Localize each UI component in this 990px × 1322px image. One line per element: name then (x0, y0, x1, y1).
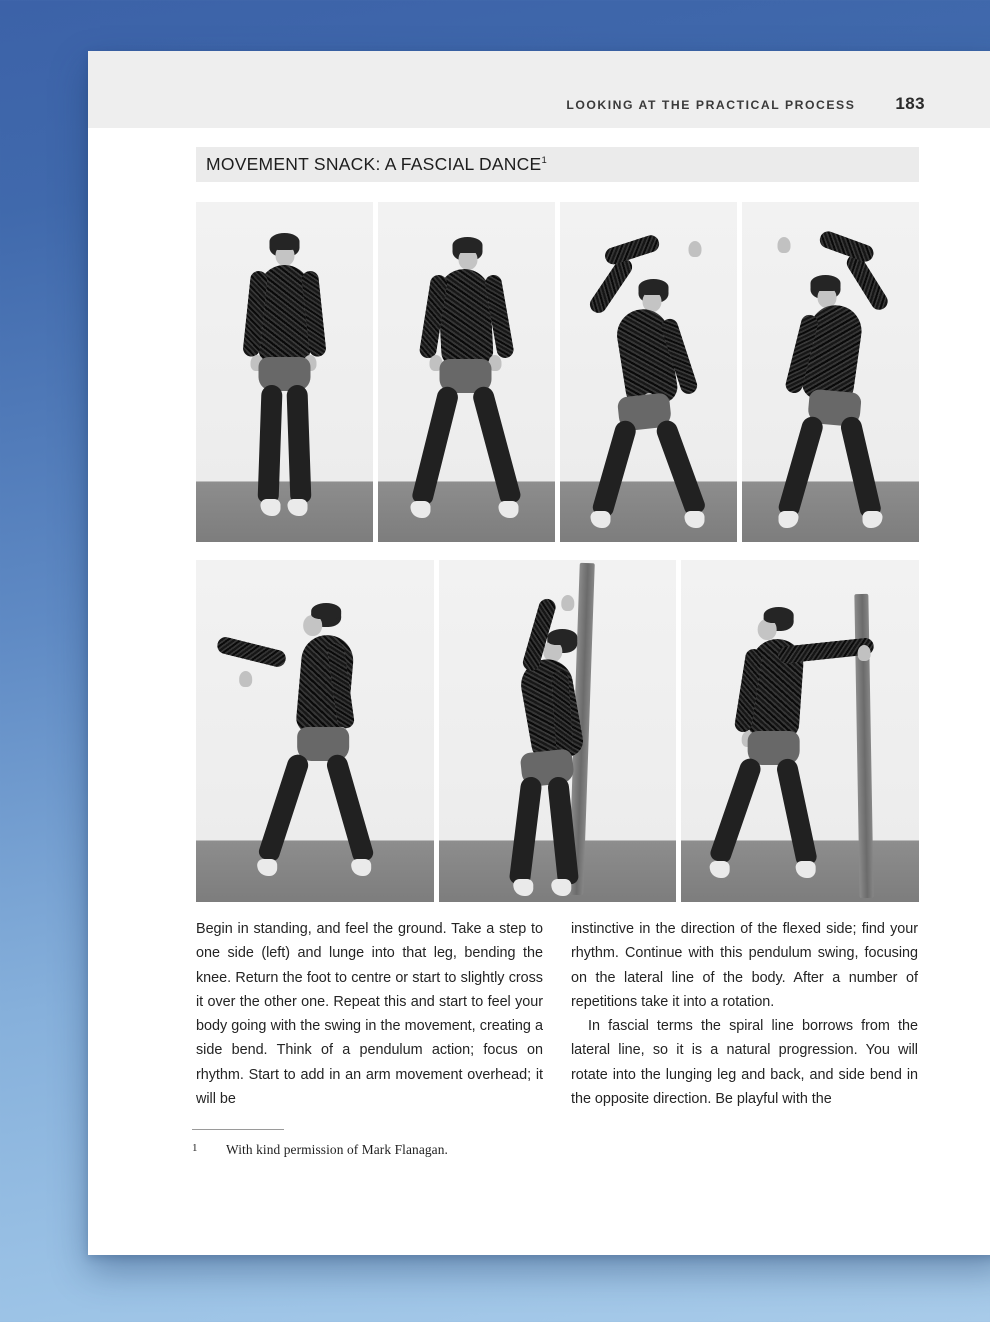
photo-rotation-arm-forward (196, 560, 434, 902)
paragraph-right-2: In fascial terms the spiral line borrows from the lateral line, so it is a natural progression. You will rotate into the lunging leg and back, and side bend in the opposite direction. Be playful with the (571, 1018, 918, 1108)
footnote-text: With kind permission of Mark Flanagan. (226, 1142, 448, 1157)
text-column-left (196, 917, 543, 1111)
photo-row-1 (196, 202, 919, 542)
page-number: 183 (895, 94, 925, 113)
section-footnote-marker: 1 (541, 155, 548, 167)
figure-silhouette (196, 229, 373, 528)
paragraph-right-1: instinctive in the direction of the flexed side; find your rhythm. Continue with this pendulum swing, focusing on the lateral line of the body. After a number of repetitions take it into a rotation. (571, 921, 918, 1010)
book-page (88, 51, 990, 1255)
section-title-text: MOVEMENT SNACK: A FASCIAL DANCE (206, 154, 542, 174)
running-head-title: LOOKING AT THE PRACTICAL PROCESS (566, 98, 856, 112)
footnote-block (192, 1129, 915, 1158)
photo-side-bend-right (560, 202, 737, 542)
figure-silhouette (681, 587, 890, 888)
section-heading-bar (196, 147, 919, 182)
body-copy (196, 917, 919, 1111)
figure-silhouette (196, 587, 434, 888)
photo-side-bend-left (742, 202, 919, 542)
photo-row-2 (196, 560, 919, 902)
footnote (192, 1142, 915, 1158)
running-head (566, 94, 925, 114)
photo-standing-neutral (196, 202, 373, 542)
section-title (196, 154, 547, 175)
figure-silhouette (742, 229, 919, 528)
figure-silhouette (378, 229, 555, 528)
running-head-band (88, 51, 990, 128)
photo-rotation-with-pole (681, 560, 919, 902)
paragraph-left-1: Begin in standing, and feel the ground. Take a step to one side (left) and lunge into that leg, bending the knee. Return the foot to centre or start to slightly cross it over the other one. Repeat this and start to feel your body going with the swing in the movement, creating a side bend. Think of a pendulum action; focus on rhythm. Start to add in an arm movement overhead; it will be (196, 921, 543, 1108)
footnote-rule (192, 1129, 284, 1130)
photo-side-bend-with-pole (439, 560, 677, 902)
photo-side-lunge (378, 202, 555, 542)
text-column-right (571, 917, 918, 1111)
figure-silhouette (439, 587, 665, 888)
footnote-marker: 1 (192, 1142, 198, 1154)
photo-grid (196, 202, 919, 902)
figure-silhouette (560, 229, 737, 528)
